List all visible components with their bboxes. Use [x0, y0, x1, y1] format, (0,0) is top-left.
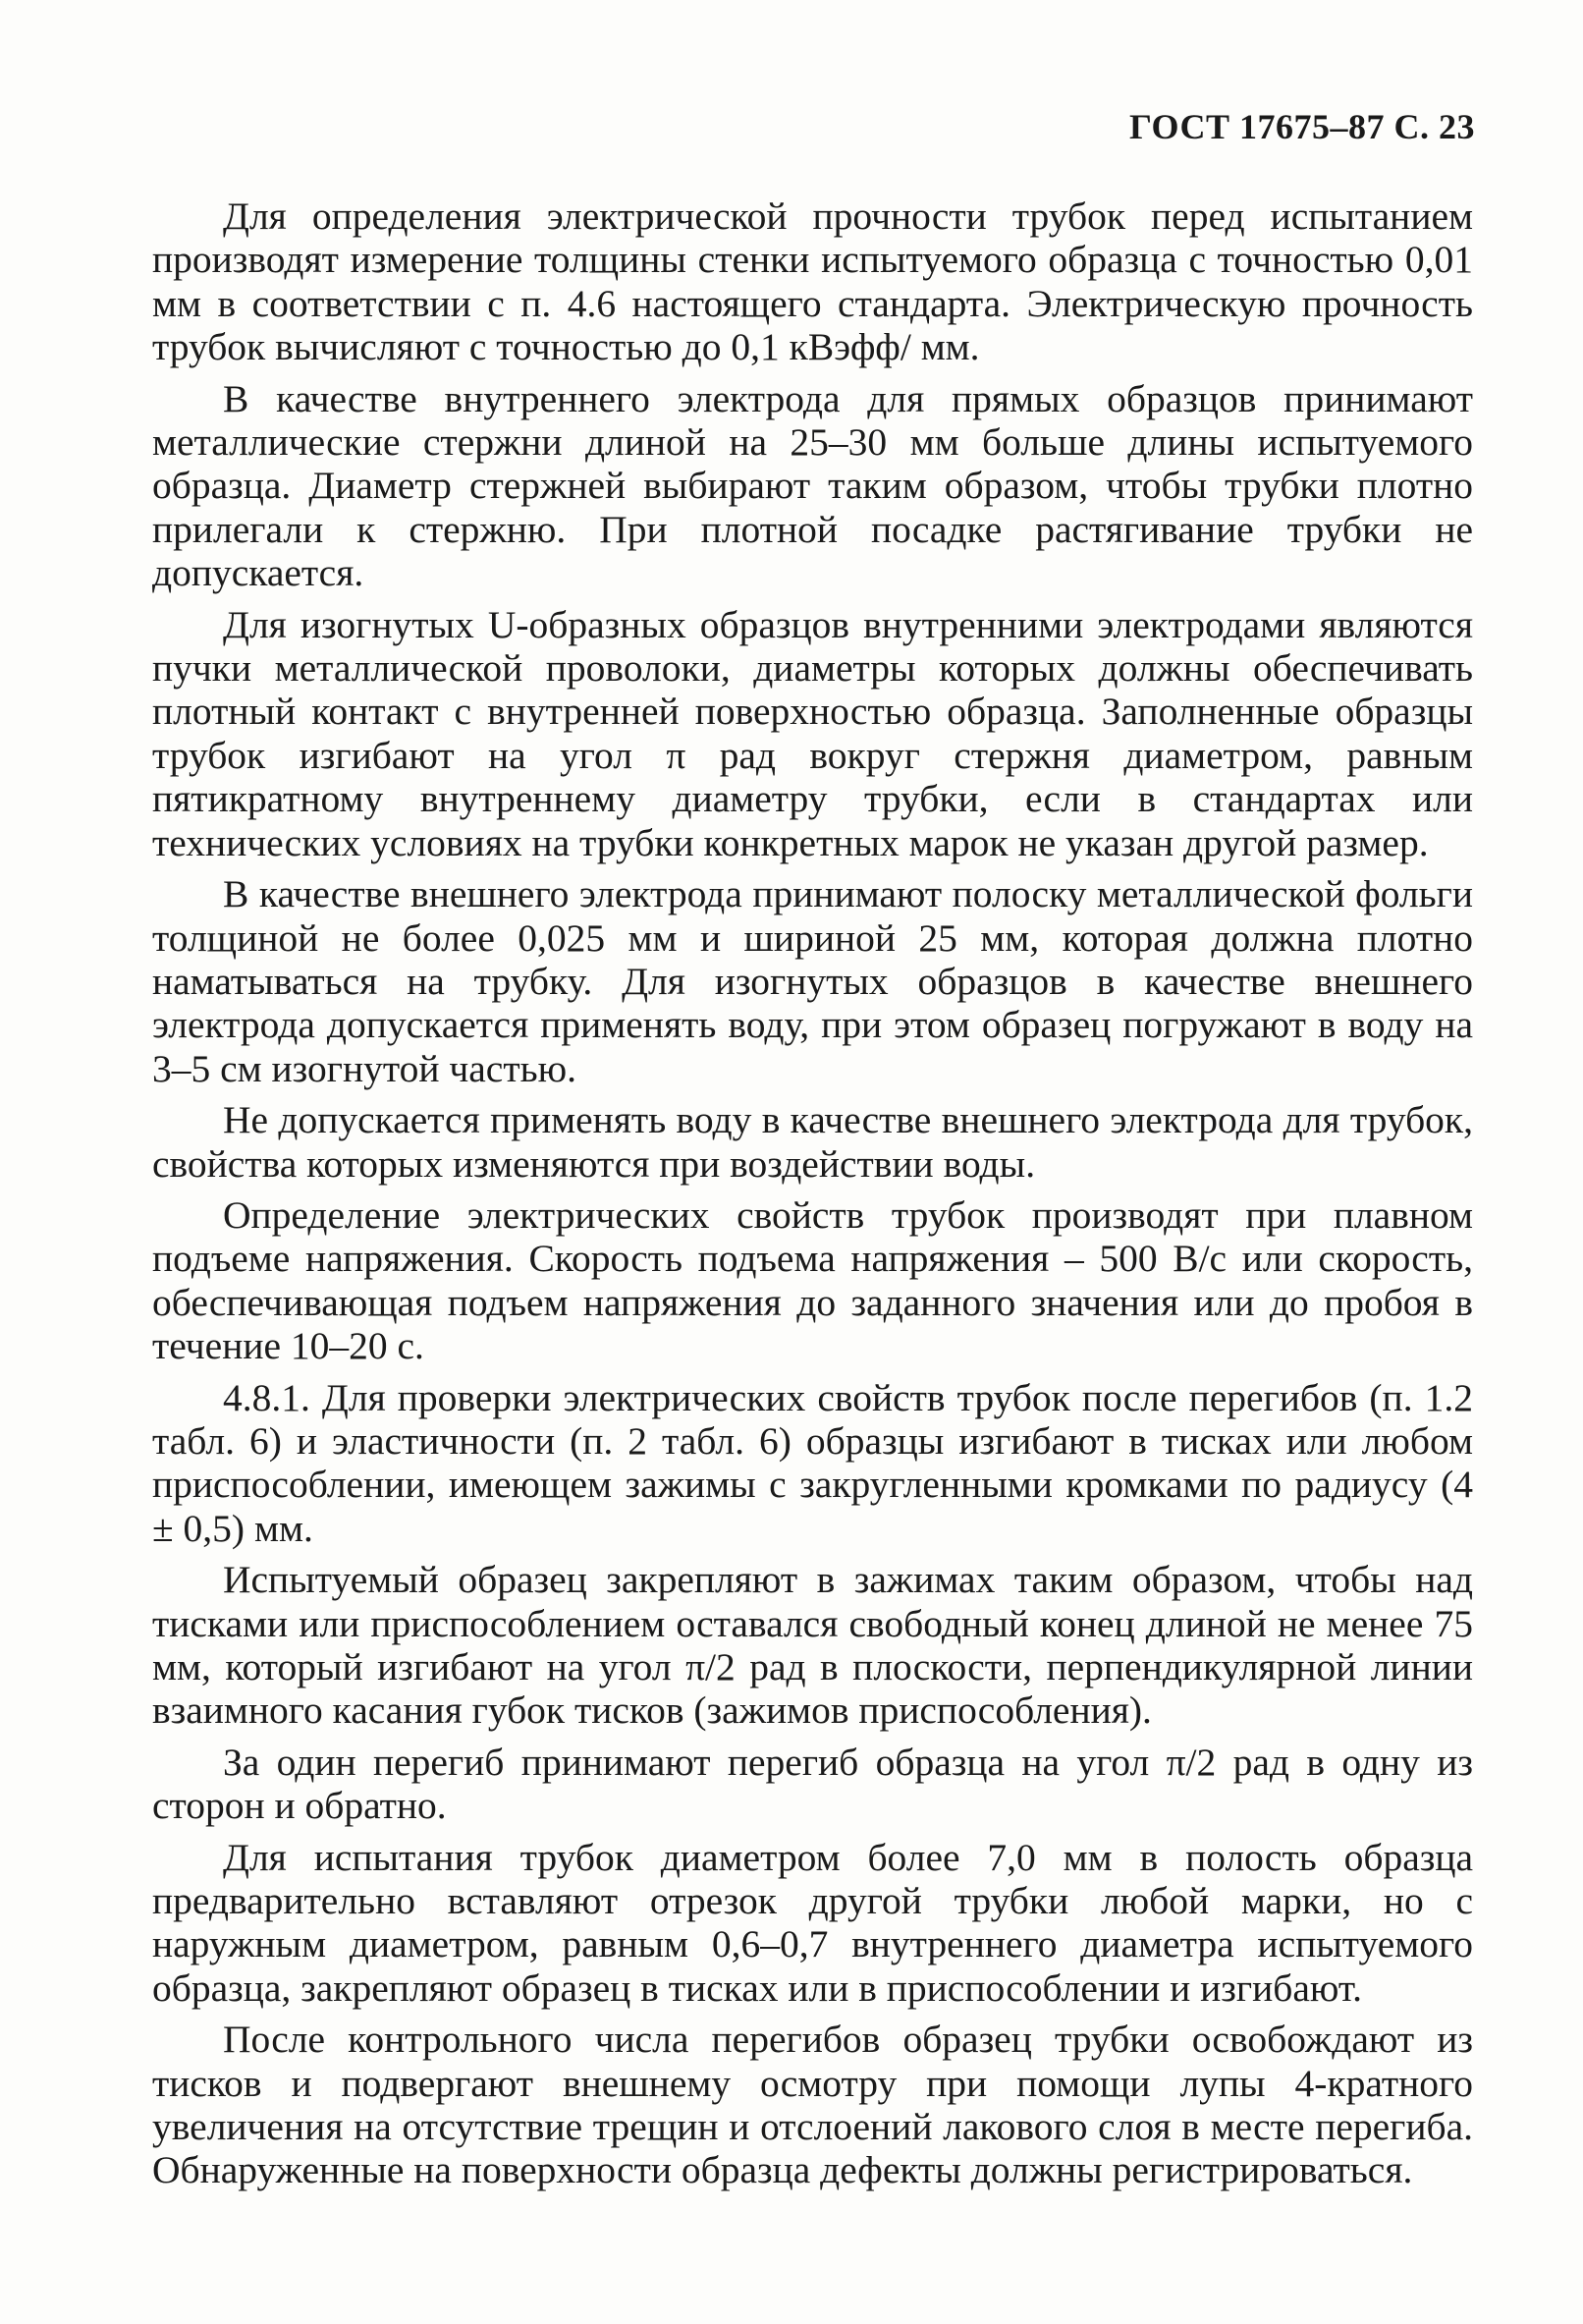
- paragraph-inner-electrode-straight: В качестве внутреннего электрода для прямых образцов принимают металлические стержни длиной на 25–30 мм больше длины испытуемого образца. Диаметр стержней выбирают таким образом, чтобы трубки плотно прилегали к стержню. При плотной посадке растягивание трубки не допускается.: [152, 376, 1473, 595]
- running-head: ГОСТ 17675–87 С. 23: [1129, 107, 1475, 146]
- paragraph-clause-4-8-1: 4.8.1. Для проверки электрических свойств трубок после перегибов (п. 1.2 табл. 6) и эластичности (п. 2 табл. 6) образцы изгибают в тисках или любом приспособлении, имеющем зажимы с закругленными кромками по радиусу (4 ± 0,5) мм.: [152, 1375, 1473, 1550]
- document-body: [152, 194, 1473, 2192]
- paragraph-clamping: Испытуемый образец закрепляют в зажимах таким образом, чтобы над тисками или приспособлением оставался свободный конец длиной не менее 75 мм, который изгибают на угол π/2 рад в плоскости, перпендикулярной линии взаимного касания губок тисков (зажимов приспособления).: [152, 1558, 1473, 1733]
- paragraph-voltage-rise: Определение электрических свойств трубок производят при плавном подъеме напряжения. Скорость подъема напряжения – 500 В/с или скорость, обеспечивающая подъем напряжения до заданного значения или до пробоя в течение 10–20 с.: [152, 1192, 1473, 1368]
- paragraph-inner-electrode-bent: Для изогнутых U-образных образцов внутренними электродами являются пучки металлической проволоки, диаметры которых должны обеспечивать плотный контакт с внутренней поверхностью образца. Заполненные образцы трубок изгибают на угол π рад вокруг стержня диаметром, равным пятикратному внутреннему диаметру трубки, если в стандартах или технических условиях на трубки конкретных марок не указан другой размер.: [152, 602, 1473, 864]
- paragraph-large-diameter: Для испытания трубок диаметром более 7,0 мм в полость образца предварительно вставляют отрезок другой трубки любой марки, но с наружным диаметром, равным 0,6–0,7 внутреннего диаметра испытуемого образца, закрепляют образец в тисках или в приспособлении и изгибают.: [152, 1835, 1473, 2010]
- paragraph-single-bend: За один перегиб принимают перегиб образца на угол π/2 рад в одну из сторон и обратно.: [152, 1740, 1473, 1828]
- paragraph-inspection: После контрольного числа перегибов образец трубки освобождают из тисков и подвергают внешнему осмотру при помощи лупы 4-кратного увеличения на отсутствие трещин и отслоений лакового слоя в месте перегиба. Обнаруженные на поверхности образца дефекты должны регистрироваться.: [152, 2018, 1473, 2192]
- paragraph-electrical-strength: Для определения электрической прочности трубок перед испытанием производят измерение толщины стенки испытуемого образца с точностью 0,01 мм в соответствии с п. 4.6 настоящего стандарта. Электрическую прочность трубок вычисляют с точностью до 0,1 кВэфф/ мм.: [152, 194, 1473, 369]
- paragraph-outer-electrode: В качестве внешнего электрода принимают полоску металлической фольги толщиной не более 0,025 мм и шириной 25 мм, которая должна плотно наматываться на трубку. Для изогнутых образцов в качестве внешнего электрода допускается применять воду, при этом образец погружают в воду на 3–5 см изогнутой частью.: [152, 872, 1473, 1090]
- paragraph-water-restriction: Не допускается применять воду в качестве внешнего электрода для трубок, свойства которых изменяются при воздействии воды.: [152, 1098, 1473, 1186]
